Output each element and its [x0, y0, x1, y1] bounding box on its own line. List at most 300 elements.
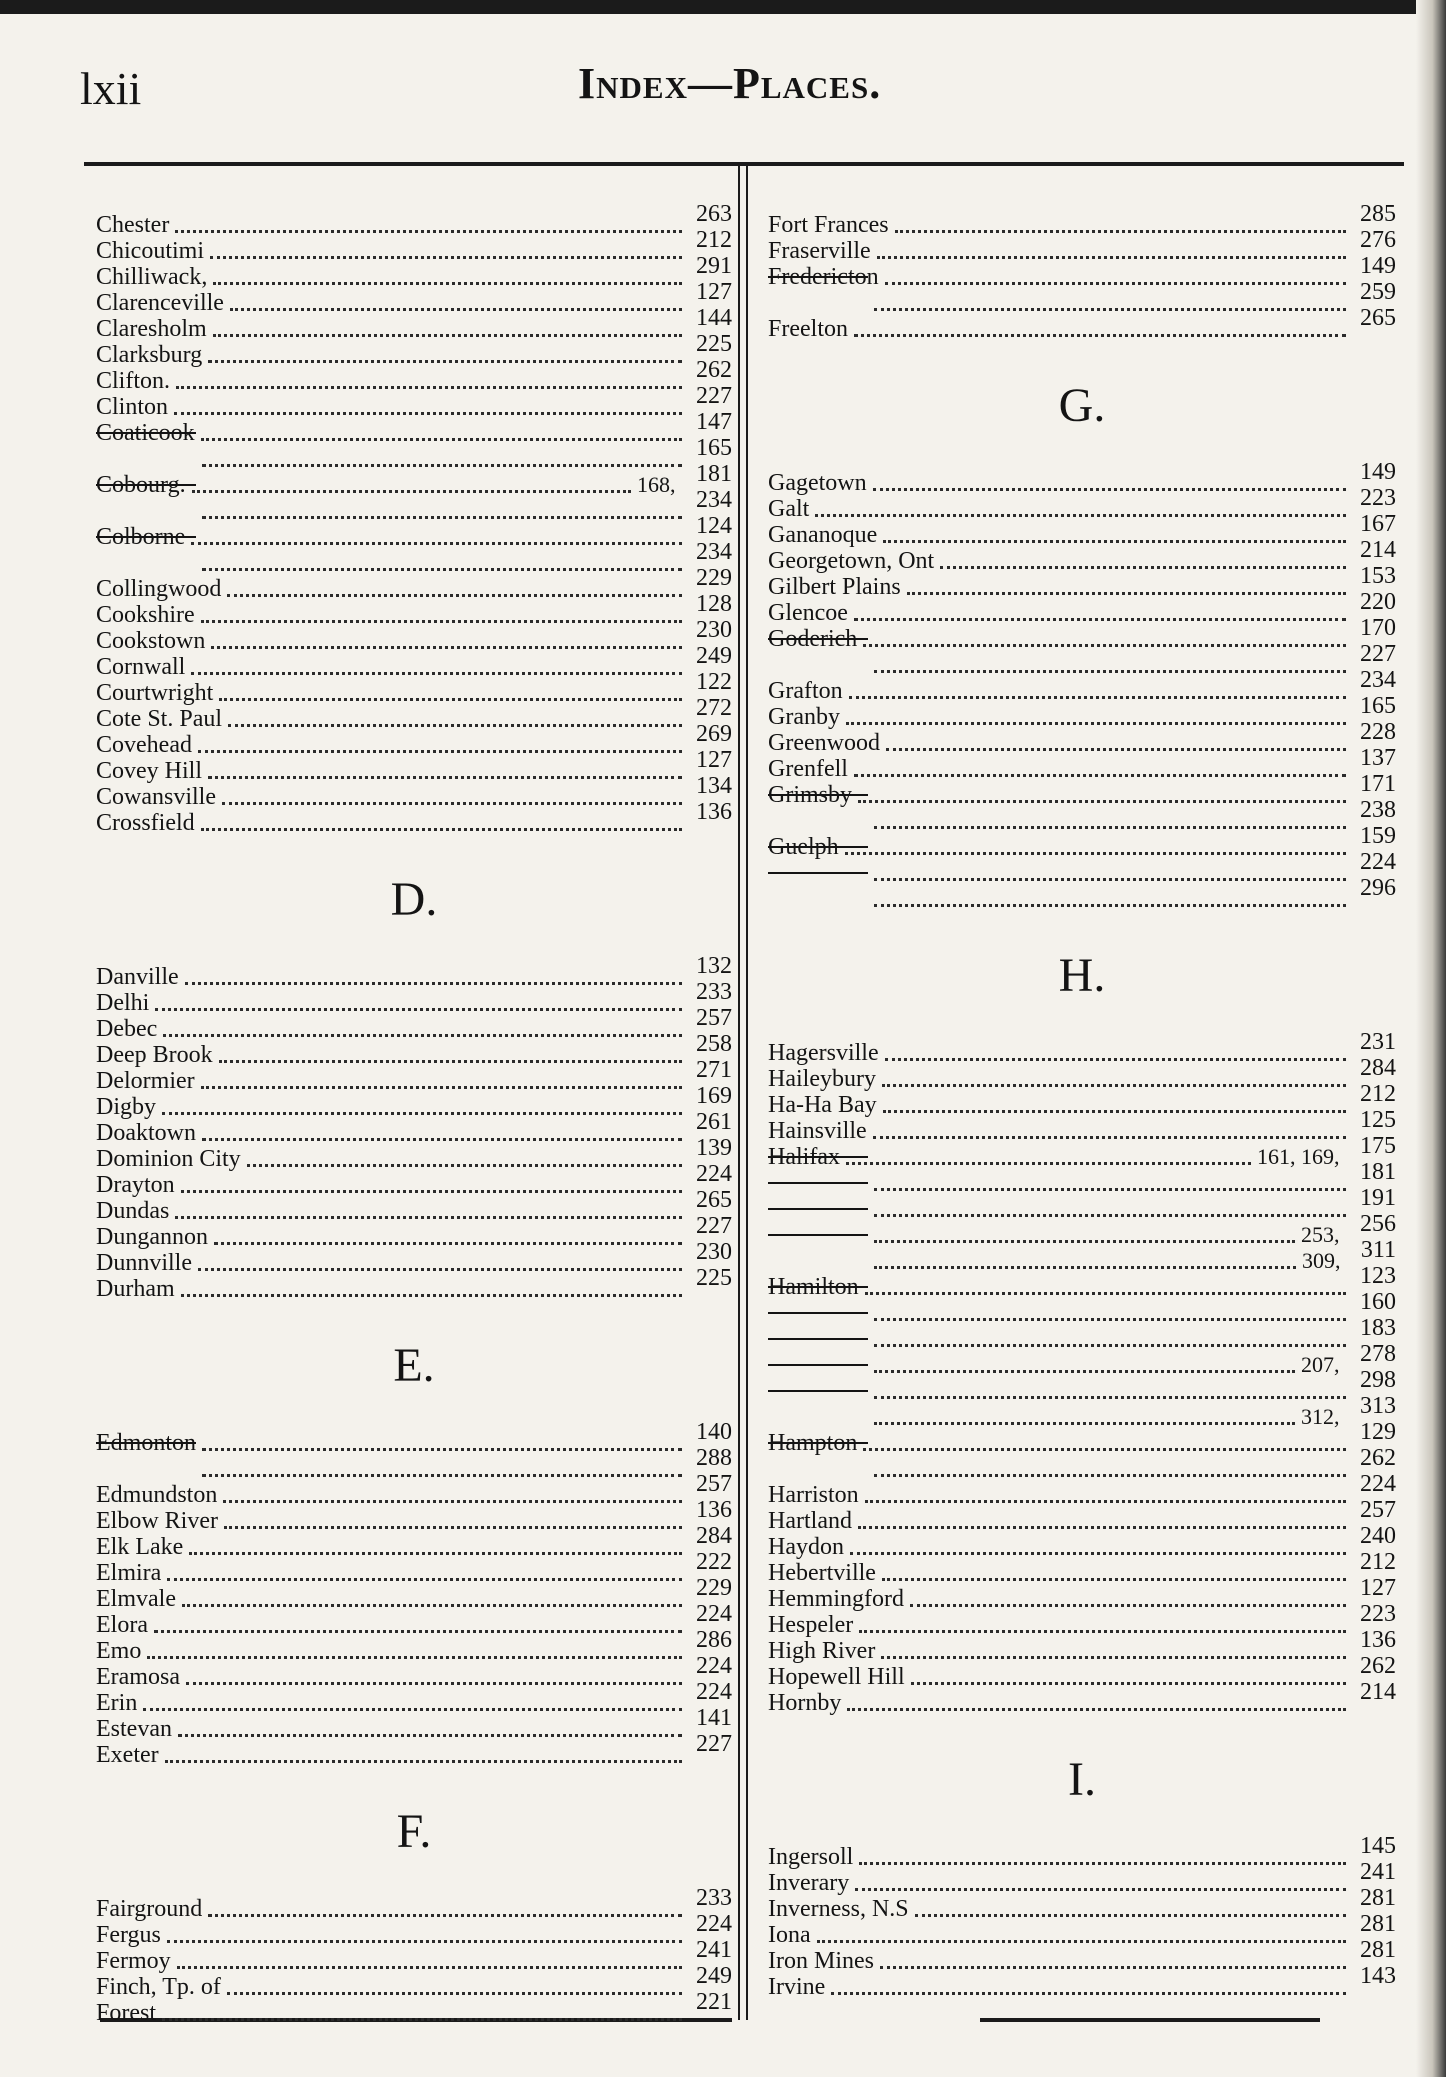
page-reference: 171 [1360, 771, 1396, 797]
dot-leader [874, 1318, 1346, 1321]
dot-leader [201, 438, 682, 441]
index-entry [768, 1393, 1396, 1430]
place-name: Halifax [768, 1144, 840, 1170]
index-entry [96, 1627, 732, 1664]
place-name: Inverness, N.S [768, 1896, 909, 1922]
page-reference: 271 [696, 1057, 732, 1083]
dot-leader [143, 1708, 682, 1711]
page-reference: 191 [1360, 1185, 1396, 1211]
dot-leader [850, 1552, 1346, 1555]
dot-leader [877, 256, 1346, 259]
index-entry [96, 669, 732, 706]
page-reference: 159 [1360, 823, 1396, 849]
page-reference: 222 [696, 1549, 732, 1575]
dot-leader [874, 904, 1346, 907]
dot-leader [859, 1630, 1346, 1633]
ditto-dash [768, 638, 868, 666]
dot-leader [881, 1656, 1346, 1659]
page-reference: 263 [696, 201, 732, 227]
place-name: Clifton. [96, 368, 171, 394]
dot-leader [222, 802, 682, 805]
place-name: Cookstown [96, 628, 206, 654]
dot-leader [940, 566, 1346, 569]
index-entry [768, 1601, 1396, 1638]
index-entry [96, 695, 732, 732]
page-number: lxii [80, 63, 142, 114]
dot-leader [178, 1734, 682, 1737]
index-entry [768, 1963, 1396, 2000]
page-reference: 231 [1360, 1029, 1396, 1055]
dot-leader [831, 1992, 1346, 1995]
index-entry [768, 1885, 1396, 1922]
dot-leader [147, 1656, 682, 1659]
index-entry [768, 1471, 1396, 1508]
page-reference: 137 [1360, 745, 1396, 771]
scan-top-border [0, 0, 1446, 14]
index-entry [768, 641, 1396, 678]
page-reference: 234 [1360, 667, 1396, 693]
dot-leader [865, 1292, 1346, 1295]
dot-leader [223, 1500, 682, 1503]
place-name: Fermoy [96, 1948, 171, 1974]
index-entry [768, 667, 1396, 704]
index-entry [96, 565, 732, 602]
page-reference: 127 [696, 279, 732, 305]
index-entry [96, 487, 732, 524]
dot-leader [858, 1526, 1346, 1529]
index-entry [96, 773, 732, 810]
page-reference: 181 [1360, 1159, 1396, 1185]
dot-leader [874, 1344, 1346, 1347]
page-reference: 272 [696, 695, 732, 721]
page-reference: 281 [1360, 1885, 1396, 1911]
dot-leader [191, 672, 682, 675]
dot-leader [214, 1242, 682, 1245]
place-name: Danville [96, 964, 179, 990]
place-name: Estevan [96, 1716, 172, 1742]
section-heading-block [768, 1716, 1396, 1844]
dot-leader [815, 514, 1346, 517]
place-name: Hagersville [768, 1040, 879, 1066]
index-entry [768, 1911, 1396, 1948]
dot-leader [874, 670, 1346, 673]
page-reference: 234 [696, 539, 732, 565]
page-reference: 261 [696, 1109, 732, 1135]
place-name: Doaktown [96, 1120, 196, 1146]
place-name: Edmundston [96, 1482, 218, 1508]
page-reference: 285 [1360, 201, 1396, 227]
index-entry [96, 643, 732, 680]
index-entry [96, 1497, 732, 1534]
index-entry [768, 1497, 1396, 1534]
dot-leader [910, 1604, 1346, 1607]
page-reference: 149 [1360, 253, 1396, 279]
page-reference: 165 [696, 435, 732, 461]
index-entry [96, 979, 732, 1016]
index-entry [96, 1083, 732, 1120]
section-heading: I. [1068, 1753, 1096, 1806]
page-reference: 257 [1360, 1497, 1396, 1523]
ditto-dash [768, 1390, 868, 1418]
page-reference: 127 [696, 747, 732, 773]
page-reference: 225 [696, 331, 732, 357]
place-name: Cowansville [96, 784, 216, 810]
dot-leader [175, 230, 682, 233]
place-name: Dominion City [96, 1146, 241, 1172]
page-reference: 229 [696, 1575, 732, 1601]
dot-leader [213, 334, 682, 337]
page-reference: 212 [696, 227, 732, 253]
section-heading-block [768, 342, 1396, 470]
page-references-extra: 309, [1302, 1248, 1341, 1273]
dot-leader [863, 644, 1346, 647]
place-name: Chester [96, 212, 170, 238]
place-name: Freelton [768, 316, 848, 342]
page-reference: 134 [696, 773, 732, 799]
index-entry [96, 539, 732, 576]
dot-leader [167, 1940, 682, 1943]
page-reference: 296 [1360, 875, 1396, 901]
place-name: Delhi [96, 990, 150, 1016]
page-reference: 311 [1360, 1237, 1396, 1263]
dot-leader [882, 1578, 1346, 1581]
dot-leader [858, 800, 1346, 803]
page-reference: 262 [1360, 1653, 1396, 1679]
place-name: Hopewell Hill [768, 1664, 905, 1690]
dot-leader [915, 1914, 1346, 1917]
index-entry [96, 1937, 732, 1974]
dot-leader [202, 516, 682, 519]
index-entry [768, 1627, 1396, 1664]
page-reference: 127 [1360, 1575, 1396, 1601]
place-name: Elmira [96, 1560, 162, 1586]
index-entry [768, 797, 1396, 834]
page-reference: 284 [1360, 1055, 1396, 1081]
dot-leader [863, 1448, 1346, 1451]
section-heading-block [768, 912, 1396, 1040]
dot-leader [845, 852, 1346, 855]
page-reference: 160 [1360, 1289, 1396, 1315]
page-reference: 124 [696, 513, 732, 539]
section-heading: G. [1058, 379, 1106, 432]
section-heading: E. [393, 1339, 435, 1392]
page-reference: 123 [1360, 1263, 1396, 1289]
index-entry [96, 435, 732, 472]
place-name: Elbow River [96, 1508, 218, 1534]
index-entry [768, 537, 1396, 574]
place-name: Glencoe [768, 600, 848, 626]
page-reference: 256 [1360, 1211, 1396, 1237]
index-entry [96, 1471, 732, 1508]
index-entry [96, 331, 732, 368]
place-name: Finch, Tp. of [96, 1974, 221, 2000]
place-name: Hornby [768, 1690, 842, 1716]
dot-leader [882, 1084, 1346, 1087]
place-name: Chilliwack, [96, 264, 208, 290]
dot-leader [907, 592, 1346, 595]
page-reference: 259 [1360, 279, 1396, 305]
place-name: Crossfield [96, 810, 195, 836]
page-reference: 221 [696, 1989, 732, 2015]
index-entry [768, 227, 1396, 264]
page-references-extra: 312, [1301, 1404, 1340, 1429]
page-reference: 136 [1360, 1627, 1396, 1653]
page-reference: 153 [1360, 563, 1396, 589]
index-entry [96, 1135, 732, 1172]
index-entry [768, 1833, 1396, 1870]
dot-leader [191, 542, 682, 545]
section-heading-block [96, 836, 732, 964]
page-reference: 223 [1360, 485, 1396, 511]
index-entry [768, 1679, 1396, 1716]
section-heading: D. [390, 873, 438, 926]
dot-leader [155, 1008, 682, 1011]
index-entry [96, 357, 732, 394]
page-reference: 224 [1360, 1471, 1396, 1497]
page-reference: 258 [696, 1031, 732, 1057]
place-name: Grimsby [768, 782, 852, 808]
place-name: Hebertville [768, 1560, 876, 1586]
place-name: Covey Hill [96, 758, 202, 784]
place-name: Gilbert Plains [768, 574, 901, 600]
page-reference: 241 [1360, 1859, 1396, 1885]
left-index-column [96, 201, 732, 2026]
dot-leader [181, 1294, 682, 1297]
place-name: Digby [96, 1094, 156, 1120]
place-name: Guelph [768, 834, 839, 860]
index-entry [768, 1523, 1396, 1560]
dot-leader [873, 1136, 1346, 1139]
dot-leader [874, 308, 1346, 311]
dot-leader [855, 1888, 1346, 1891]
ditto-dash [96, 536, 196, 564]
page-reference: 265 [1360, 305, 1396, 331]
dot-leader [874, 826, 1346, 829]
page-reference: 145 [1360, 1833, 1396, 1859]
dot-leader [874, 1370, 1295, 1373]
page-reference: 136 [696, 1497, 732, 1523]
place-name: Covehead [96, 732, 192, 758]
place-name: Fraserville [768, 238, 871, 264]
place-name: Fergus [96, 1922, 161, 1948]
place-name: Fairground [96, 1896, 203, 1922]
dot-leader [202, 1448, 682, 1451]
ditto-dash [96, 484, 196, 512]
place-name: Clarenceville [96, 290, 224, 316]
index-entry [96, 1031, 732, 1068]
index-entry [768, 745, 1396, 782]
place-name: Hespeler [768, 1612, 854, 1638]
page-reference: 169 [696, 1083, 732, 1109]
place-name: Drayton [96, 1172, 175, 1198]
index-entry [96, 1161, 732, 1198]
page-reference: 298 [1360, 1367, 1396, 1393]
place-name: Ha-Ha Bay [768, 1092, 877, 1118]
place-name: Ingersoll [768, 1844, 854, 1870]
dot-leader [895, 230, 1346, 233]
dot-leader [189, 1552, 682, 1555]
index-entry [768, 1549, 1396, 1586]
index-entry [96, 1989, 732, 2026]
index-entry [96, 591, 732, 628]
ditto-dash [768, 1234, 868, 1262]
dot-leader [201, 620, 682, 623]
dot-leader [210, 256, 682, 259]
ditto-dash [768, 1208, 868, 1236]
dot-leader [846, 1162, 1251, 1165]
place-name: Durham [96, 1276, 175, 1302]
ditto-dash [768, 1364, 868, 1392]
dot-leader [208, 1914, 682, 1917]
page-reference: 224 [696, 1601, 732, 1627]
place-name: Elk Lake [96, 1534, 184, 1560]
column-divider-left [738, 166, 740, 2020]
place-name: Forest [96, 2000, 156, 2026]
index-entry [96, 721, 732, 758]
page-reference: 286 [696, 1627, 732, 1653]
index-entry [96, 383, 732, 420]
index-entry [768, 459, 1396, 496]
place-name: Elora [96, 1612, 148, 1638]
scan-page-edge [1416, 0, 1446, 2077]
page-reference: 278 [1360, 1341, 1396, 1367]
ditto-dash [768, 872, 868, 900]
place-name: Gananoque [768, 522, 878, 548]
page-reference: 249 [696, 643, 732, 669]
index-entry [768, 693, 1396, 730]
page-reference: 144 [696, 305, 732, 331]
index-entry [96, 1601, 732, 1638]
dot-leader [227, 1992, 682, 1995]
page-reference: 241 [696, 1937, 732, 1963]
footer-rule-right [980, 2018, 1320, 2022]
page-reference: 262 [696, 357, 732, 383]
index-entry [96, 1239, 732, 1276]
place-name: Eramosa [96, 1664, 180, 1690]
place-name: Fort Frances [768, 212, 889, 238]
index-entry [768, 1029, 1396, 1066]
ditto-dash [768, 1156, 868, 1184]
dot-leader [162, 1112, 682, 1115]
place-name: Haileybury [768, 1066, 876, 1092]
dot-leader [192, 490, 631, 493]
place-name: Cote St. Paul [96, 706, 223, 732]
dot-leader [211, 646, 682, 649]
dot-leader [873, 488, 1346, 491]
index-entry [96, 253, 732, 290]
header-rule [84, 162, 1404, 166]
page-reference: 175 [1360, 1133, 1396, 1159]
page-reference: 227 [696, 1213, 732, 1239]
place-name: Georgetown, Ont [768, 548, 935, 574]
place-name: Fredericton [768, 264, 879, 290]
ditto-dash [768, 1182, 868, 1210]
dot-leader [228, 724, 682, 727]
page-reference: 140 [696, 1419, 732, 1445]
dot-leader [874, 1266, 1296, 1269]
place-name: Courtwright [96, 680, 214, 706]
place-name: Edmonton [96, 1430, 196, 1456]
dot-leader [874, 1188, 1346, 1191]
place-name: Goderich [768, 626, 858, 652]
index-entry [768, 1575, 1396, 1612]
page-reference: 265 [696, 1187, 732, 1213]
dot-leader [854, 618, 1346, 621]
place-name: Grafton [768, 678, 843, 704]
dot-leader [208, 776, 682, 779]
page-reference: 234 [696, 487, 732, 513]
index-entry [96, 1265, 732, 1302]
place-name: High River [768, 1638, 876, 1664]
page-reference: 212 [1360, 1081, 1396, 1107]
dot-leader [854, 334, 1346, 337]
page-reference: 224 [696, 1161, 732, 1187]
index-entry [96, 1109, 732, 1146]
index-entry [96, 953, 732, 990]
index-entry [768, 1107, 1396, 1144]
dot-leader [186, 1682, 682, 1685]
page-reference: 281 [1360, 1911, 1396, 1937]
dot-leader [185, 982, 682, 985]
place-name: Cookshire [96, 602, 195, 628]
section-heading-block [96, 1302, 732, 1430]
index-entry [768, 1055, 1396, 1092]
place-name: Harriston [768, 1482, 859, 1508]
place-name: Exeter [96, 1742, 159, 1768]
page-reference: 129 [1360, 1419, 1396, 1445]
dot-leader [224, 1526, 682, 1529]
dot-leader [865, 1500, 1346, 1503]
dot-leader [198, 750, 682, 753]
dot-leader [817, 1940, 1346, 1943]
index-entry [96, 1911, 732, 1948]
index-entry [768, 1237, 1396, 1274]
page-reference: 149 [1360, 459, 1396, 485]
place-name: Coaticook [96, 420, 195, 446]
section-heading: H. [1058, 949, 1106, 1002]
page-reference: 281 [1360, 1937, 1396, 1963]
page-reference: 223 [1360, 1601, 1396, 1627]
page-reference: 212 [1360, 1549, 1396, 1575]
dot-leader [885, 282, 1346, 285]
page-reference: 220 [1360, 589, 1396, 615]
page-reference: 139 [696, 1135, 732, 1161]
place-name: Inverary [768, 1870, 850, 1896]
index-entry [768, 305, 1396, 342]
page-references-extra: 161, 169, [1257, 1144, 1340, 1169]
index-entry [768, 563, 1396, 600]
dot-leader [213, 282, 682, 285]
page-reference: 269 [696, 721, 732, 747]
dot-leader [162, 2018, 682, 2021]
dot-leader [198, 1268, 682, 1271]
page-reference: 227 [696, 383, 732, 409]
page-reference: 141 [696, 1705, 732, 1731]
index-entry [96, 1005, 732, 1042]
place-name: Iron Mines [768, 1948, 874, 1974]
place-name: Collingwood [96, 576, 222, 602]
page-reference: 230 [696, 1239, 732, 1265]
page-reference: 276 [1360, 227, 1396, 253]
place-name: Elmvale [96, 1586, 176, 1612]
page-reference: 229 [696, 565, 732, 591]
page-reference: 143 [1360, 1963, 1396, 1989]
page-reference: 224 [696, 1679, 732, 1705]
column-divider-right [746, 166, 748, 2020]
place-name: Delormier [96, 1068, 195, 1094]
index-entry [96, 1575, 732, 1612]
place-name: Claresholm [96, 316, 207, 342]
